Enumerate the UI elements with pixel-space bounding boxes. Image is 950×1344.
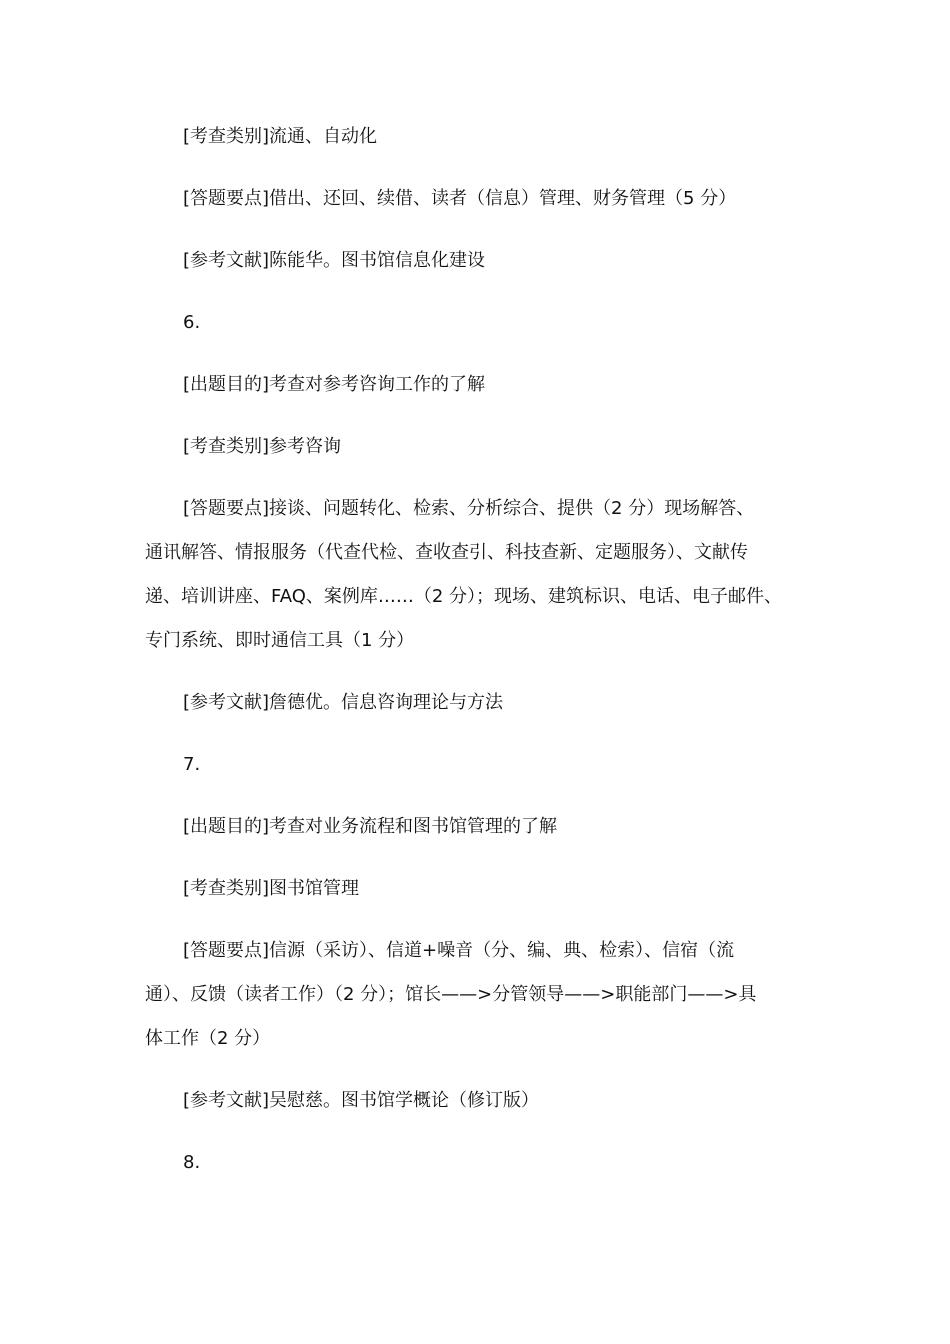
text-line: [出题目的]考查对业务流程和图书馆管理的了解	[183, 816, 558, 837]
question-number: 8.	[183, 1152, 201, 1173]
text-line: [参考文献]陈能华。图书馆信息化建设	[183, 250, 486, 271]
text-line: 通讯解答、情报服务（代查代检、查收查引、科技查新、定题服务）、文献传	[145, 542, 748, 563]
question-number: 7.	[183, 754, 201, 775]
text-line: [答题要点]信源（采访）、信道+噪音（分、编、典、检索）、信宿（流	[183, 940, 735, 961]
text-line: [出题目的]考查对参考咨询工作的了解	[183, 374, 486, 395]
text-line: 专门系统、即时通信工具（1 分）	[145, 630, 415, 651]
text-line: 通）、反馈（读者工作）（2 分）；馆长——>分管领导——>职能部门——>具	[145, 984, 757, 1005]
text-line: [答题要点]接谈、问题转化、检索、分析综合、提供（2 分）现场解答、	[183, 498, 755, 519]
text-line: 体工作（2 分）	[145, 1028, 271, 1049]
question-number: 6.	[183, 312, 201, 333]
text-line: [考查类别]流通、自动化	[183, 126, 378, 147]
text-line: [答题要点]借出、还回、续借、读者（信息）管理、财务管理（5 分）	[183, 188, 737, 209]
text-line: 递、培训讲座、FAQ、案例库……（2 分）；现场、建筑标识、电话、电子邮件、	[145, 586, 783, 607]
text-line: [参考文献]吴慰慈。图书馆学概论（修订版）	[183, 1090, 540, 1111]
text-line: [参考文献]詹德优。信息咨询理论与方法	[183, 692, 504, 713]
text-line: [考查类别]参考咨询	[183, 436, 342, 457]
text-line: [考查类别]图书馆管理	[183, 878, 360, 899]
